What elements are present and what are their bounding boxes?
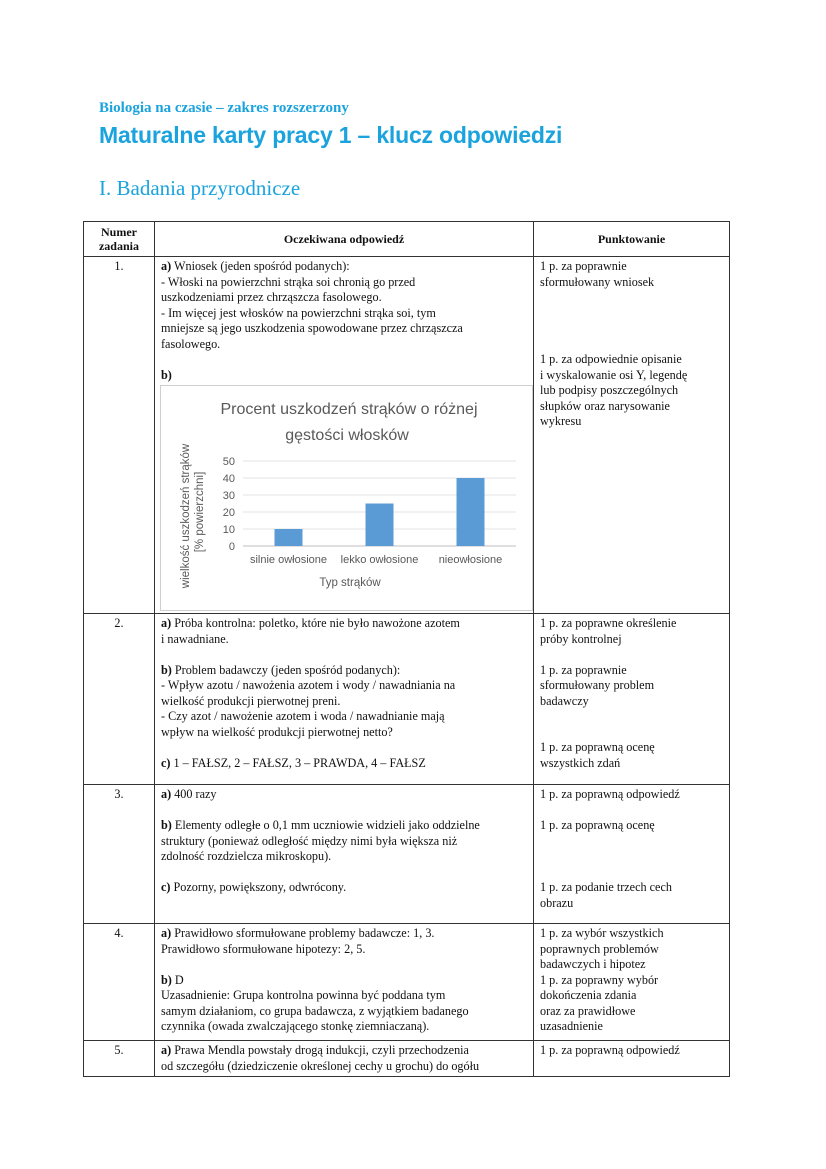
- answer-text: Wniosek (jeden spośród podanych):: [173, 259, 350, 273]
- answer-line: od szczegółu (dziedziczenie określonej cechy u grochu) do ogółu: [161, 1058, 480, 1073]
- points-cell: [534, 924, 730, 1041]
- bar-chart: [160, 385, 533, 611]
- task-number: 4.: [84, 924, 155, 1041]
- points-line: 1 p. za poprawnie: [540, 259, 627, 273]
- answer-label: a): [161, 787, 172, 801]
- chart-xtick-label: nieowłosione: [438, 554, 503, 566]
- answer-cell: [155, 785, 534, 924]
- points-cell: [534, 614, 730, 785]
- answer-cell: [155, 924, 534, 1041]
- answer-line: i nawadniane.: [161, 631, 229, 646]
- points-line: obrazu: [540, 895, 574, 910]
- answer-line: struktury (ponieważ odległość między nimi była większa niż: [161, 833, 458, 848]
- points-line: poprawnych problemów: [540, 941, 659, 956]
- points-line: 1 p. za poprawną ocenę: [540, 740, 655, 754]
- chart-ytick-label: 50: [222, 456, 235, 468]
- points-line: 1 p. za odpowiednie opisanie: [540, 352, 682, 366]
- points-line: 1 p. za poprawną odpowiedź: [540, 1043, 680, 1057]
- task-number: 5.: [84, 1041, 155, 1077]
- answer-label: a): [161, 259, 172, 273]
- answer-line: - Włoski na powierzchni strąka soi chronią go przed: [161, 274, 416, 289]
- answer-text: Elementy odległe o 0,1 mm uczniowie widzieli jako oddzielne: [174, 818, 480, 832]
- answer-line: Prawidłowo sformułowane hipotezy: 2, 5.: [161, 941, 366, 956]
- answer-label: b): [161, 662, 172, 677]
- answer-label: a): [161, 926, 172, 940]
- chart-ytick-label: 30: [222, 490, 235, 502]
- points-line: badawczych i hipotez: [540, 957, 646, 971]
- points-line: 1 p. za poprawny wybór: [540, 972, 659, 987]
- answer-text: Prawidłowo sformułowane problemy badawcze: 1, 3.: [174, 926, 435, 940]
- answer-text: Prawa Mendla powstały drogą indukcji, czyli przechodzenia: [174, 1043, 469, 1057]
- table-header-row: [84, 222, 730, 257]
- subtitle: Biologia na czasie – zakres rozszerzony: [99, 100, 349, 116]
- answer-line: wielkość produkcji pierwotnej preni.: [161, 693, 341, 708]
- chart-bar: [366, 504, 394, 547]
- points-line: oraz za prawidłowe: [540, 1003, 636, 1018]
- chart-xtick-label: lekko owłosione: [340, 554, 419, 566]
- answer-text: Pozorny, powiększony, odwrócony.: [173, 880, 347, 894]
- chart-ytick-label: 20: [222, 507, 235, 519]
- points-line: badawczy: [540, 693, 589, 708]
- answer-label: c): [161, 755, 171, 770]
- chart-ylabel-line-1: wielkość uszkodzeń strąków: [180, 443, 192, 589]
- chart-bar: [275, 529, 303, 546]
- section-heading: I. Badania przyrodnicze: [99, 176, 301, 200]
- points-line: 1 p. za poprawną odpowiedź: [540, 787, 680, 801]
- table-row: [84, 924, 730, 1041]
- page-title: Maturalne karty pracy 1 – klucz odpowiedzi: [99, 122, 563, 148]
- answer-label: b): [161, 972, 172, 987]
- chart-ytick-label: 0: [228, 541, 235, 553]
- chart-ytick-label: 10: [222, 524, 235, 536]
- points-line: 1 p. za poprawną ocenę: [540, 818, 655, 832]
- table-row: [84, 785, 730, 924]
- task-number: 1.: [84, 257, 155, 614]
- answer-line: mniejsze są jego uszkodzenia spowodowane przez chrząszcza: [161, 321, 463, 335]
- points-line: 1 p. za poprawne określenie: [540, 616, 677, 630]
- answer-line: fasolowego.: [161, 336, 221, 351]
- answer-line: uszkodzeniami przez chrząszcza fasolowego.: [161, 290, 382, 304]
- answer-key-table: [83, 221, 730, 1077]
- answer-line: czynnika (owada zwalczającego stonkę ziemniaczaną).: [161, 1019, 430, 1033]
- points-line: wykresu: [540, 414, 582, 428]
- points-line: wszystkich zdań: [540, 755, 621, 770]
- task-number: 3.: [84, 785, 155, 924]
- task-number: 2.: [84, 614, 155, 785]
- points-cell: [534, 257, 730, 614]
- table-row: [84, 1041, 730, 1077]
- answer-label: a): [161, 616, 172, 630]
- points-line: sformułowany wniosek: [540, 274, 655, 289]
- chart-xlabel: Typ strąków: [319, 577, 381, 589]
- answer-text: 1 – FAŁSZ, 2 – FAŁSZ, 3 – PRAWDA, 4 – FAŁSZ: [173, 755, 426, 770]
- chart-bar: [457, 478, 485, 546]
- points-line: i wyskalowanie osi Y, legendę: [540, 367, 688, 382]
- points-cell: [534, 785, 730, 924]
- answer-cell: [155, 614, 534, 785]
- table-row: [84, 257, 730, 614]
- answer-cell: [155, 257, 534, 614]
- table-row: [84, 614, 730, 785]
- answer-label: a): [161, 1043, 172, 1057]
- chart-ytick-label: 40: [222, 473, 235, 485]
- points-line: sformułowany problem: [540, 678, 655, 692]
- chart-ylabel-line-2: [% powierzchni]: [194, 471, 206, 553]
- header-punktowanie: Punktowanie: [534, 222, 730, 257]
- chart-title-line-1: Procent uszkodzeń strąków o różnej: [220, 401, 478, 418]
- points-line: dokończenia zdania: [540, 988, 637, 1002]
- answer-text: 400 razy: [174, 787, 217, 801]
- answer-cell: [155, 1041, 534, 1077]
- points-cell: [534, 1041, 730, 1077]
- chart-title-line-2: gęstości włosków: [285, 427, 409, 444]
- answer-label: c): [161, 880, 171, 894]
- answer-text: D: [174, 972, 184, 987]
- answer-line: Uzasadnienie: Grupa kontrolna powinna być poddana tym: [161, 988, 446, 1002]
- answer-line: - Czy azot / nawożenie azotem i woda / nawadnianie mają: [161, 709, 445, 723]
- points-line: lub podpisy poszczególnych: [540, 383, 679, 397]
- header-odpowiedz: Oczekiwana odpowiedź: [155, 222, 534, 257]
- points-line: 1 p. za poprawnie: [540, 662, 627, 677]
- answer-label: b): [161, 367, 172, 382]
- points-line: 1 p. za podanie trzech cech: [540, 880, 672, 894]
- points-line: próby kontrolnej: [540, 631, 622, 646]
- answer-text: Próba kontrolna: poletko, które nie było nawożone azotem: [174, 616, 460, 630]
- answer-line: samym działaniom, co grupa badawcza, z wyjątkiem badanego: [161, 1003, 469, 1018]
- chart-xtick-label: silnie owłosione: [249, 554, 328, 566]
- answer-text: Problem badawczy (jeden spośród podanych):: [174, 662, 401, 677]
- header-numer: Numer zadania: [84, 222, 155, 257]
- answer-line: - Im więcej jest włosków na powierzchni strąka soi, tym: [161, 305, 436, 320]
- answer-line: - Wpływ azotu / nawożenia azotem i wody / nawadniania na: [161, 678, 456, 692]
- answer-line: wpływ na wielkość produkcji pierwotnej netto?: [161, 724, 393, 739]
- answer-label: b): [161, 818, 172, 832]
- answer-line: zdolność rozdzielcza mikroskopu).: [161, 849, 332, 863]
- points-line: 1 p. za wybór wszystkich: [540, 926, 664, 940]
- points-line: uzasadnienie: [540, 1019, 603, 1033]
- points-line: słupków oraz narysowanie: [540, 398, 670, 413]
